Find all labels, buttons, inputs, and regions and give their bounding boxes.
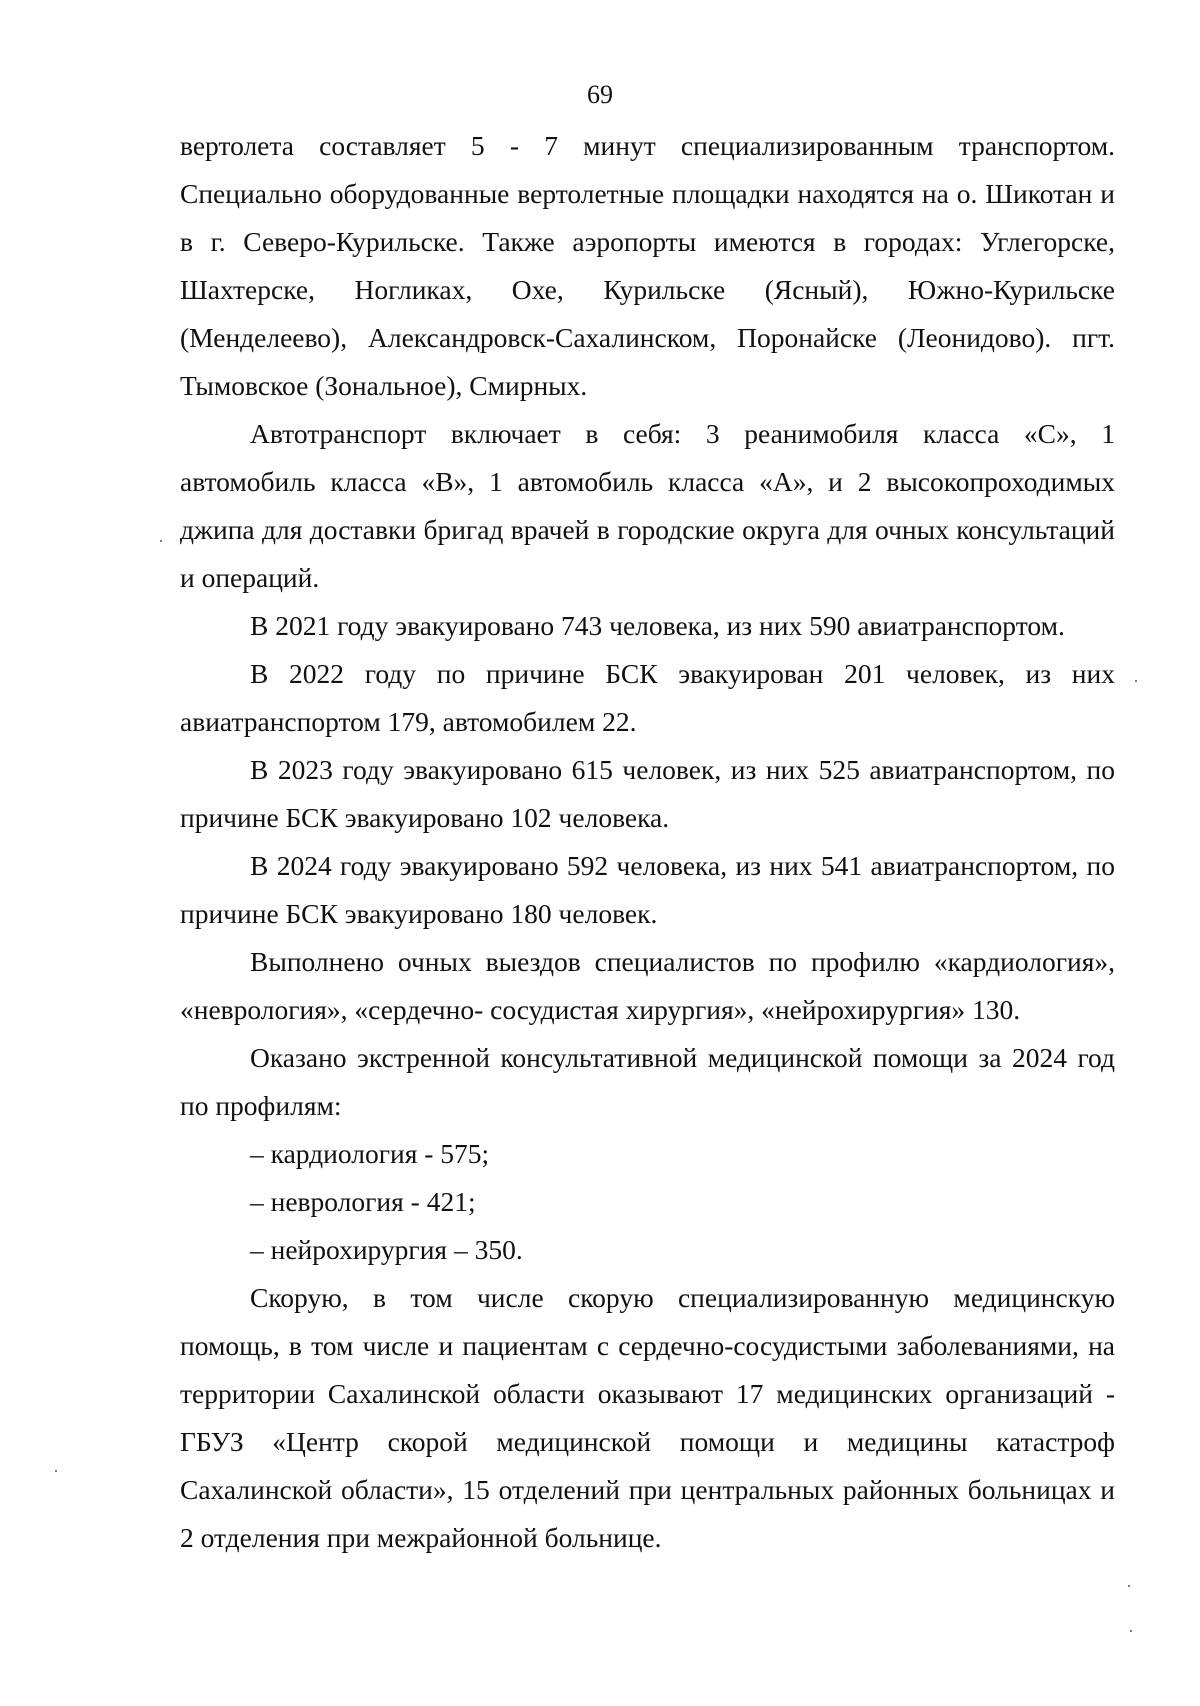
scan-speck bbox=[160, 540, 162, 542]
paragraph-specialist-visits: Выполнено очных выездов специалистов по профилю «кардиология», «неврология», «сердечно- сосудистая хирургия», «нейрохирургия» 130. bbox=[180, 946, 1115, 1025]
paragraph-emergency-organizations: Скорую, в том числе скорую специализированную медицинскую помощь, в том числе и пациентам с сердечно-сосудистыми заболеваниями, на территории Сахалинской области оказывают 17 медицинских организаций - ГБУЗ «Центр скорой медицинской помощи и медицины катастроф Сахалинской области», 15 отделений при центральных районных больницах и 2 отделения при межрайонной больнице. bbox=[180, 1282, 1115, 1553]
scan-speck bbox=[55, 1470, 57, 1472]
list-item-cardiology: – кардиология - 575; bbox=[250, 1138, 490, 1169]
list-item-neurology: – неврология - 421; bbox=[250, 1186, 476, 1217]
paragraph-consultations: Оказано экстренной консультативной медицинской помощи за 2024 год по профилям: bbox=[180, 1042, 1115, 1121]
paragraph-evacuation-2024: В 2024 году эвакуировано 592 человека, из них 541 авиатранспортом, по причине БСК эвакуировано 180 человек. bbox=[180, 850, 1115, 929]
list-item-neurosurgery: – нейрохирургия – 350. bbox=[250, 1234, 523, 1265]
paragraph-evacuation-2022: В 2022 году по причине БСК эвакуирован 201 человек, из них авиатранспортом 179, автомобилем 22. bbox=[180, 658, 1115, 737]
scan-speck bbox=[1130, 1630, 1132, 1632]
scan-speck bbox=[1128, 1585, 1130, 1587]
paragraph-vehicles: Автотранспорт включает в себя: 3 реанимобиля класса «С», 1 автомобиль класса «В», 1 автомобиль класса «А», и 2 высокопроходимых джипа для доставки бригад врачей в городские округа для очных консультаций и операций. bbox=[180, 418, 1115, 593]
scan-speck bbox=[1135, 680, 1137, 682]
paragraph-evacuation-2023: В 2023 году эвакуировано 615 человек, из них 525 авиатранспортом, по причине БСК эвакуировано 102 человека. bbox=[180, 754, 1115, 833]
page-number: 69 bbox=[587, 80, 613, 109]
document-body bbox=[180, 122, 1115, 1562]
paragraph-helicopter-sites: вертолета составляет 5 - 7 минут специализированным транспортом. Специально оборудованные вертолетные площадки находятся на о. Шикотан и в г. Северо-Курильске. Также аэропорты имеются в городах: Углегорске, Шахтерске, Ногликах, Охе, Курильске (Ясный), Южно-Курильске (Менделеево), Александровск-Сахалинском, Поронайске (Леонидово). пгт. Тымовское (Зональное), Смирных. bbox=[180, 130, 1115, 401]
paragraph-evacuation-2021: В 2021 году эвакуировано 743 человека, из них 590 авиатранспортом. bbox=[250, 610, 1065, 641]
